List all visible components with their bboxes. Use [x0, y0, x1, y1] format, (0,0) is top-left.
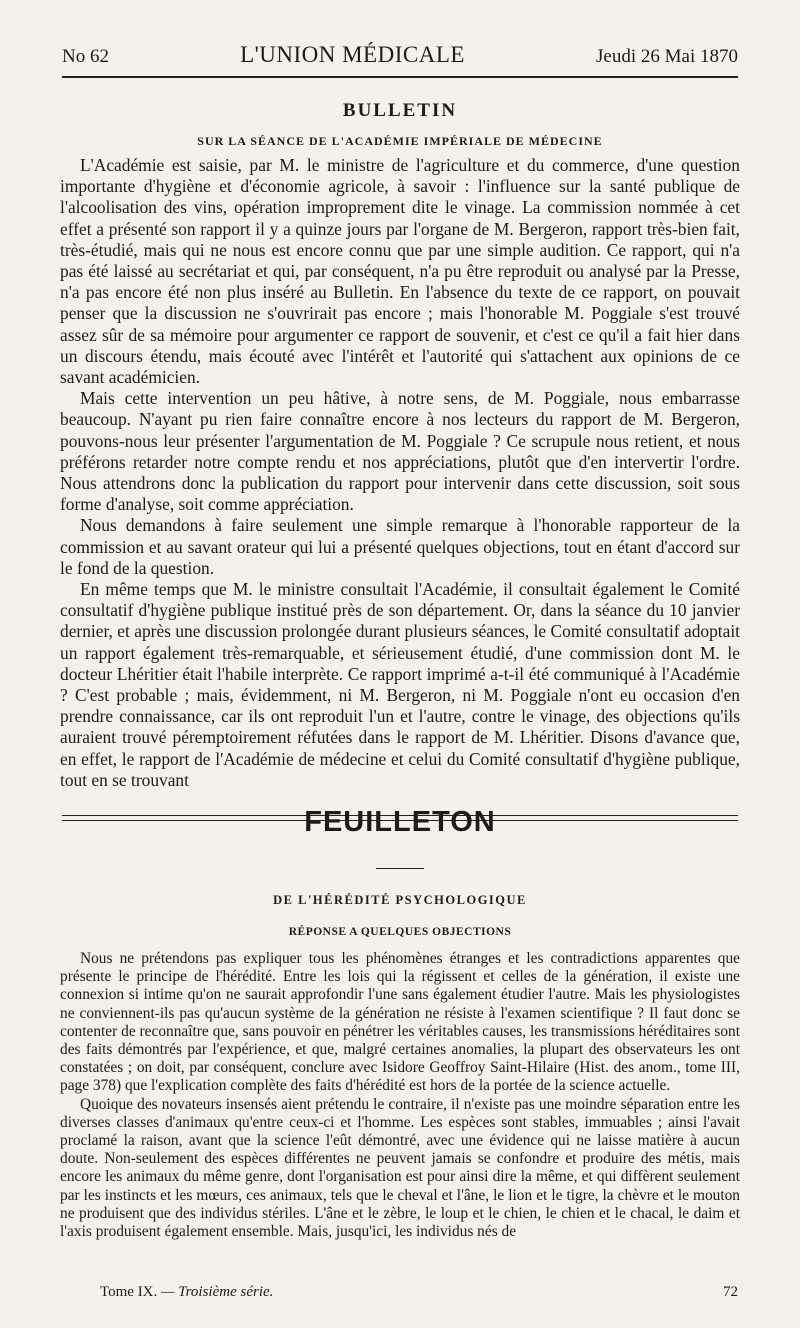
bulletin-paragraph: L'Académie est saisie, par M. le ministre de l'agriculture et du commerce, d'une question importante d'hygiène et d'économie agricole, à savoir : l'influence sur la santé publique de l'alcoolisation des vins, opération improprement dite le vinage. La commission nommée à cet effet a présenté son rapport il y a quinze jours par l'organe de M. Bergeron, rapport très-bien fait, très-étudié, mais qui ne nous est encore connu que par une simple audition. Ce rapport, qui n'a pas été laissé au secrétariat et qui, par conséquent, n'a pu être reproduit ou analysé par la Presse, n'a pas encore été non plus inséré au Bulletin. En l'absence du texte de ce rapport, on pouvait penser que la discussion ne s'ouvrirait pas encore ; mais l'honorable M. Poggiale s'est trouvé assez sûr de sa mémoire pour argumenter ce rapport de souvenir, et c'est ce qu'il a fait hier dans un discours étendu, mais écouté avec l'intérêt et l'autorité qui s'attachent aux opinions de ce savant académicien. — [60, 155, 740, 388]
bulletin-body — [60, 155, 740, 791]
bulletin-title: BULLETIN — [342, 100, 458, 121]
feuilleton-paragraph: Quoique des novateurs insensés aient prétendu le contraire, il n'existe pas une moindre séparation entre les diverses classes d'animaux qu'entre ceux-ci et l'homme. Les espèces sont stables, immuables ; ainsi l'avait proclamé la raison, avant que la science l'eût démontré, avec une évidence qui ne laisse matière à aucun doute. Non-seulement des espèces différentes ne peuvent jamais se confondre et produire des métis, mais encore les animaux du même genre, dont l'organisation est pour ainsi dire la même, et qui diffèrent seulement par les instincts et les mœurs, ces animaux, tels que le cheval et l'âne, le lion et le tigre, la chèvre et le mouton ne produisent que des individus stériles. L'âne et le zèbre, le loup et le chien, le chien et le chacal, le daim et l'axis produisent également ensemble. Mais, jusqu'ici, les individus nés de — [60, 1095, 740, 1241]
journal-title: L'UNION MÉDICALE — [240, 42, 465, 67]
page-number: 72 — [723, 1284, 738, 1300]
feuilleton-paragraph: Nous ne prétendons pas expliquer tous les phénomènes étranges et les contradictions apparentes que présente le principe de l'hérédité. Entre les lois qui la régissent et celles de la génération, il existe une connexion si intime qu'on ne saurait approfondir l'une sans également étudier l'autre. Mais les physiologistes ne conviennent-ils pas qu'aucun système de la génération ne résiste à l'examen scientifique ? Il faut donc se contenter de reconnaître que, sans pouvoir en pénétrer les véritables causes, les transmissions héréditaires sont des faits démontrés par l'expérience, et que, malgré certaines anomalies, la plupart des observateurs les ont constatées ; on doit, par conséquent, conclure avec Isidore Geoffroy Saint-Hilaire (Hist. des anom., tome III, page 378) que l'explication complète des faits d'hérédité est hors de la portée de la science actuelle. — [60, 950, 740, 1095]
feuilleton-subsubtitle: RÉPONSE A QUELQUES OBJECTIONS — [288, 926, 512, 938]
bulletin-paragraph: Nous demandons à faire seulement une simple remarque à l'honorable rapporteur de la commission et au savant orateur qui lui a présenté quelques objections, tout en étant d'accord sur le fond de la question. — [60, 515, 740, 578]
feuilleton-body — [60, 950, 740, 1241]
bulletin-subtitle: SUR LA SÉANCE DE L'ACADÉMIE IMPÉRIALE DE MÉDECINE — [197, 134, 603, 148]
bulletin-paragraph: Mais cette intervention un peu hâtive, à notre sens, de M. Poggiale, nous embarrasse beaucoup. N'ayant pu rien faire connaître encore à nos lecteurs du rapport de M. Bergeron, pouvons-nous leur présenter l'argumentation de M. Poggiale ? Ce scrupule nous retient, et nous préférons retarder notre compte rendu et nos appréciations, plutôt que d'en intervertir l'ordre. Nous attendrons donc la publication du rapport pour intervenir dans cette discussion, soit sous forme d'analyse, soit comme appréciation. — [60, 388, 740, 515]
footer-series: — Troisième série. — [161, 1284, 274, 1300]
footer-volume-info — [100, 1284, 273, 1301]
page-header — [62, 42, 738, 78]
bulletin-paragraph: En même temps que M. le ministre consultait l'Académie, il consultait également le Comité consultatif d'hygiène publique institué près de son département. Or, dans la séance du 10 janvier dernier, et après une discussion prolongée durant plusieurs séances, le Comité consultatif adoptait un rapport également très-remarquable, et sérieusement étudié, d'une commission dont M. le docteur Lhéritier était l'habile interprète. Ce rapport imprimé a-t-il été communiqué à l'Académie ? C'est probable ; mais, évidemment, ni M. Bergeron, ni M. Poggiale n'ont eu occasion d'en prendre connaissance, car ils ont reproduit l'un et l'autre, contre le vinage, des objections qu'ils auraient trouvé péremptoirement réfutées dans le rapport de M. Lhéritier. Disons d'avance que, en effet, le rapport de l'Académie de médecine et celui du Comité consultatif d'hygiène publique, tout en se trouvant — [60, 579, 740, 790]
footer-volume: Tome IX. — [100, 1284, 158, 1300]
issue-number: No 62 — [62, 46, 109, 67]
title-underline — [376, 868, 424, 869]
issue-date: Jeudi 26 Mai 1870 — [596, 46, 738, 67]
feuilleton-title: FEUILLETON — [304, 806, 496, 838]
feuilleton-subtitle: DE L'HÉRÉDITÉ PSYCHOLOGIQUE — [273, 893, 527, 907]
page-footer — [100, 1284, 738, 1301]
